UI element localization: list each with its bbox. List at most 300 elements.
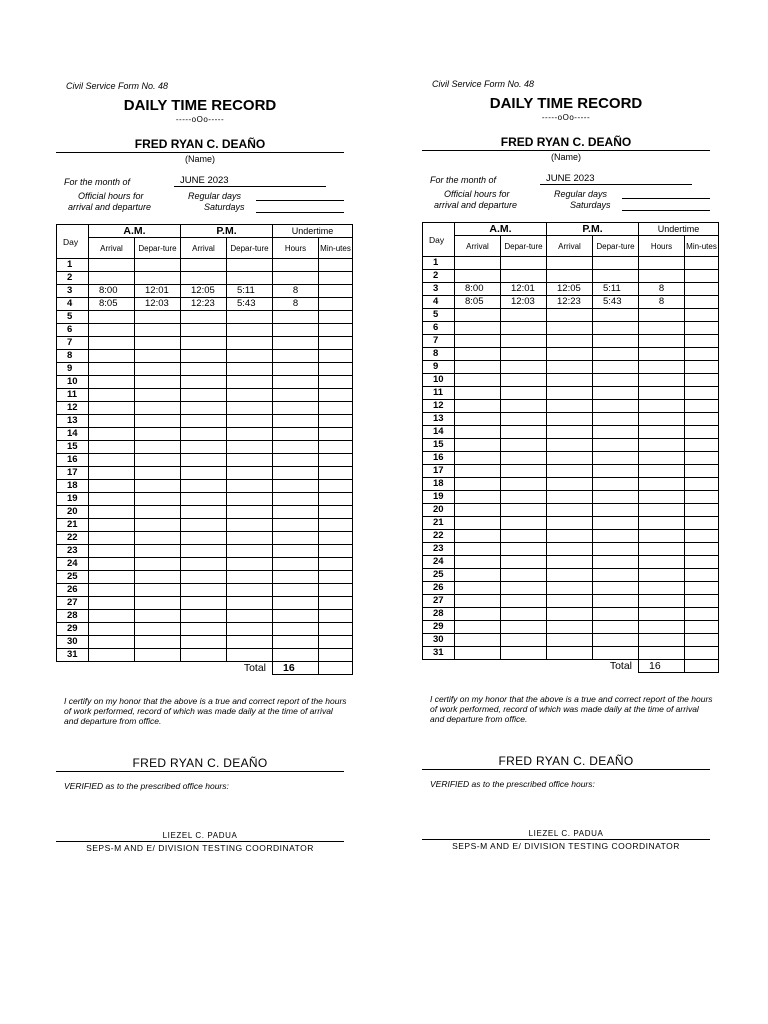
pm-arrival-cell xyxy=(181,324,227,337)
am-departure-cell xyxy=(135,363,181,376)
am-arrival-cell xyxy=(455,309,501,322)
undertime-minutes-cell xyxy=(319,649,353,662)
undertime-hours-cell xyxy=(273,506,319,519)
official-hours-label: Official hours for xyxy=(444,189,510,199)
undertime-minutes-cell xyxy=(685,387,719,400)
am-departure-cell xyxy=(135,480,181,493)
am-departure-cell xyxy=(135,493,181,506)
day-cell: 1 xyxy=(57,259,89,272)
pm-departure-cell xyxy=(227,506,273,519)
pm-arrival-cell: 12:05 xyxy=(181,285,227,298)
am-arrival-cell xyxy=(89,493,135,506)
day-row xyxy=(57,623,353,636)
day-cell: 22 xyxy=(423,530,455,543)
am-arrival-cell xyxy=(455,400,501,413)
undertime-minutes-cell xyxy=(685,348,719,361)
day-row xyxy=(57,545,353,558)
total-row xyxy=(57,662,353,675)
pm-departure-cell xyxy=(227,519,273,532)
pm-departure-cell xyxy=(593,426,639,439)
undertime-hours-cell xyxy=(639,426,685,439)
undertime-hours-cell xyxy=(273,571,319,584)
supervisor-signature-line xyxy=(422,839,710,840)
form-subtitle: -----oOo----- xyxy=(541,113,591,122)
pm-departure-cell xyxy=(593,478,639,491)
pm-arrival-cell xyxy=(547,608,593,621)
undertime-hours-cell xyxy=(639,361,685,374)
day-row xyxy=(423,647,719,660)
undertime-hours-cell xyxy=(639,400,685,413)
day-row xyxy=(57,402,353,415)
undertime-minutes-cell xyxy=(685,595,719,608)
day-row xyxy=(57,337,353,350)
am-departure-cell xyxy=(135,441,181,454)
am-arrival-cell: 8:05 xyxy=(89,298,135,311)
pm-departure-cell xyxy=(227,337,273,350)
day-cell: 29 xyxy=(423,621,455,634)
day-row xyxy=(423,426,719,439)
am-departure-cell xyxy=(501,491,547,504)
undertime-minutes-cell xyxy=(685,452,719,465)
regular-days-label: Regular days xyxy=(188,191,242,201)
pm-departure-cell xyxy=(593,452,639,465)
month-value: JUNE 2023 xyxy=(180,175,229,186)
header-pm-departure: Depar-ture xyxy=(227,238,273,259)
header-hours: Hours xyxy=(273,238,319,259)
total-label: Total xyxy=(227,662,273,675)
day-cell: 3 xyxy=(423,283,455,296)
undertime-minutes-cell xyxy=(685,634,719,647)
day-row xyxy=(423,478,719,491)
am-departure-cell xyxy=(501,647,547,660)
pm-departure-cell xyxy=(593,491,639,504)
day-row xyxy=(423,257,719,270)
pm-departure-cell xyxy=(593,569,639,582)
supervisor-name: LIEZEL C. PADUA xyxy=(528,829,604,838)
am-departure-cell xyxy=(501,478,547,491)
am-departure-cell xyxy=(135,272,181,285)
undertime-hours-cell: 8 xyxy=(273,285,319,298)
am-arrival-cell xyxy=(455,348,501,361)
day-row xyxy=(57,610,353,623)
pm-arrival-cell: 12:05 xyxy=(547,283,593,296)
undertime-minutes-cell xyxy=(685,517,719,530)
pm-arrival-cell xyxy=(181,584,227,597)
regular-days-line xyxy=(256,200,344,201)
day-row xyxy=(57,480,353,493)
am-departure-cell xyxy=(501,452,547,465)
day-row xyxy=(57,532,353,545)
undertime-minutes-cell xyxy=(319,636,353,649)
day-cell: 2 xyxy=(57,272,89,285)
pm-departure-cell xyxy=(593,621,639,634)
day-row xyxy=(57,636,353,649)
pm-departure-cell xyxy=(593,257,639,270)
am-departure-cell xyxy=(501,439,547,452)
day-cell: 2 xyxy=(423,270,455,283)
pm-departure-cell xyxy=(227,415,273,428)
am-arrival-cell xyxy=(455,530,501,543)
undertime-hours-cell xyxy=(273,311,319,324)
undertime-minutes-cell xyxy=(319,337,353,350)
pm-departure-cell xyxy=(593,348,639,361)
am-arrival-cell: 8:00 xyxy=(455,283,501,296)
pm-departure-cell xyxy=(593,465,639,478)
day-row xyxy=(423,556,719,569)
undertime-minutes-cell xyxy=(319,480,353,493)
employee-signature-name: FRED RYAN C. DEAÑO xyxy=(132,756,268,770)
undertime-minutes-cell xyxy=(319,571,353,584)
am-departure-cell xyxy=(501,270,547,283)
header-day: Day xyxy=(57,225,89,259)
am-departure-cell xyxy=(135,532,181,545)
day-row xyxy=(57,649,353,662)
day-cell: 11 xyxy=(423,387,455,400)
am-departure-cell: 12:03 xyxy=(501,296,547,309)
undertime-hours-cell xyxy=(639,647,685,660)
am-arrival-cell xyxy=(89,428,135,441)
day-cell: 18 xyxy=(57,480,89,493)
day-row xyxy=(57,311,353,324)
am-arrival-cell xyxy=(455,543,501,556)
day-row xyxy=(57,493,353,506)
day-row xyxy=(423,543,719,556)
undertime-minutes-cell xyxy=(685,530,719,543)
day-cell: 7 xyxy=(57,337,89,350)
am-arrival-cell xyxy=(89,259,135,272)
am-departure-cell xyxy=(501,257,547,270)
am-arrival-cell xyxy=(89,610,135,623)
pm-arrival-cell xyxy=(181,389,227,402)
am-arrival-cell xyxy=(89,519,135,532)
total-label: Total xyxy=(593,660,639,673)
undertime-minutes-cell xyxy=(685,374,719,387)
undertime-hours-cell xyxy=(639,582,685,595)
day-row xyxy=(423,439,719,452)
form-number-label: Civil Service Form No. 48 xyxy=(66,81,169,91)
am-departure-cell xyxy=(501,426,547,439)
day-cell: 4 xyxy=(57,298,89,311)
undertime-minutes-cell xyxy=(319,324,353,337)
pm-departure-cell xyxy=(593,309,639,322)
pm-departure-cell xyxy=(227,623,273,636)
month-underline xyxy=(174,186,326,187)
undertime-hours-cell xyxy=(639,465,685,478)
am-departure-cell xyxy=(501,582,547,595)
pm-departure-cell xyxy=(227,480,273,493)
day-cell: 14 xyxy=(57,428,89,441)
am-arrival-cell xyxy=(455,634,501,647)
day-cell: 20 xyxy=(423,504,455,517)
undertime-hours-cell xyxy=(273,259,319,272)
pm-arrival-cell xyxy=(547,530,593,543)
pm-departure-cell xyxy=(593,413,639,426)
undertime-minutes-cell xyxy=(685,426,719,439)
am-arrival-cell xyxy=(89,441,135,454)
undertime-minutes-cell xyxy=(319,428,353,441)
day-cell: 12 xyxy=(57,402,89,415)
pm-arrival-cell xyxy=(181,493,227,506)
undertime-hours-cell xyxy=(639,348,685,361)
saturdays-line xyxy=(622,210,710,211)
pm-arrival-cell xyxy=(181,649,227,662)
day-row xyxy=(57,376,353,389)
pm-arrival-cell xyxy=(181,532,227,545)
header-pm: P.M. xyxy=(181,225,273,238)
am-departure-cell xyxy=(501,322,547,335)
pm-departure-cell xyxy=(227,584,273,597)
undertime-minutes-cell xyxy=(685,335,719,348)
day-row xyxy=(423,608,719,621)
day-row xyxy=(57,324,353,337)
day-row xyxy=(57,259,353,272)
undertime-minutes-cell xyxy=(685,621,719,634)
undertime-minutes-cell xyxy=(685,543,719,556)
total-hours: 16 xyxy=(273,662,319,675)
pm-arrival-cell xyxy=(547,452,593,465)
am-arrival-cell xyxy=(455,361,501,374)
undertime-minutes-cell xyxy=(319,610,353,623)
day-cell: 12 xyxy=(423,400,455,413)
day-row xyxy=(423,452,719,465)
pm-departure-cell xyxy=(227,610,273,623)
day-row xyxy=(57,506,353,519)
undertime-minutes-cell xyxy=(685,582,719,595)
am-arrival-cell xyxy=(89,311,135,324)
pm-arrival-cell xyxy=(181,480,227,493)
pm-arrival-cell xyxy=(181,597,227,610)
header-minutes: Min-utes xyxy=(319,238,353,259)
pm-arrival-cell xyxy=(547,309,593,322)
undertime-minutes-cell xyxy=(685,608,719,621)
header-row-1 xyxy=(57,225,353,238)
undertime-minutes-cell xyxy=(685,647,719,660)
am-departure-cell xyxy=(501,608,547,621)
form-subtitle: -----oOo----- xyxy=(175,115,225,124)
undertime-hours-cell: 8 xyxy=(639,283,685,296)
pm-departure-cell xyxy=(227,454,273,467)
undertime-minutes-cell xyxy=(685,478,719,491)
pm-departure-cell: 5:43 xyxy=(593,296,639,309)
pm-departure-cell xyxy=(227,441,273,454)
day-row xyxy=(423,322,719,335)
pm-departure-cell xyxy=(593,595,639,608)
undertime-hours-cell xyxy=(273,558,319,571)
supervisor-title: SEPS-M AND E/ DIVISION TESTING COORDINATOR xyxy=(86,843,314,853)
pm-arrival-cell: 12:23 xyxy=(181,298,227,311)
am-departure-cell xyxy=(135,259,181,272)
am-departure-cell xyxy=(501,387,547,400)
undertime-hours-cell xyxy=(273,441,319,454)
am-departure-cell xyxy=(501,504,547,517)
am-arrival-cell xyxy=(89,363,135,376)
am-arrival-cell xyxy=(455,426,501,439)
pm-arrival-cell xyxy=(547,439,593,452)
pm-departure-cell xyxy=(227,493,273,506)
undertime-minutes-cell xyxy=(319,454,353,467)
day-row xyxy=(57,441,353,454)
pm-departure-cell xyxy=(593,387,639,400)
pm-departure-cell xyxy=(227,558,273,571)
dtr-form-right xyxy=(422,0,722,1022)
day-cell: 19 xyxy=(57,493,89,506)
undertime-hours-cell xyxy=(273,363,319,376)
pm-departure-cell xyxy=(227,649,273,662)
pm-arrival-cell xyxy=(547,491,593,504)
day-cell: 17 xyxy=(423,465,455,478)
pm-arrival-cell xyxy=(547,257,593,270)
pm-departure-cell xyxy=(593,374,639,387)
name-caption: (Name) xyxy=(550,152,581,162)
pm-departure-cell: 5:43 xyxy=(227,298,273,311)
undertime-minutes-cell xyxy=(685,439,719,452)
undertime-hours-cell xyxy=(273,350,319,363)
form-number-label: Civil Service Form No. 48 xyxy=(432,79,535,89)
day-cell: 6 xyxy=(57,324,89,337)
day-row xyxy=(423,517,719,530)
am-arrival-cell xyxy=(455,413,501,426)
day-cell: 26 xyxy=(423,582,455,595)
pm-departure-cell xyxy=(593,400,639,413)
day-cell: 30 xyxy=(57,636,89,649)
undertime-hours-cell xyxy=(639,452,685,465)
pm-departure-cell xyxy=(593,335,639,348)
day-cell: 16 xyxy=(423,452,455,465)
pm-arrival-cell xyxy=(181,363,227,376)
undertime-minutes-cell xyxy=(319,402,353,415)
day-row xyxy=(423,465,719,478)
day-cell: 23 xyxy=(423,543,455,556)
am-arrival-cell xyxy=(455,387,501,400)
pm-arrival-cell xyxy=(181,402,227,415)
am-arrival-cell xyxy=(89,389,135,402)
am-departure-cell xyxy=(135,558,181,571)
pm-arrival-cell xyxy=(547,634,593,647)
am-arrival-cell xyxy=(89,376,135,389)
am-arrival-cell xyxy=(89,558,135,571)
undertime-minutes-cell xyxy=(685,556,719,569)
undertime-hours-cell xyxy=(273,480,319,493)
day-row xyxy=(423,309,719,322)
day-cell: 1 xyxy=(423,257,455,270)
am-arrival-cell xyxy=(89,324,135,337)
day-cell: 7 xyxy=(423,335,455,348)
pm-arrival-cell xyxy=(547,270,593,283)
am-arrival-cell xyxy=(89,415,135,428)
day-row xyxy=(57,558,353,571)
pm-arrival-cell xyxy=(181,636,227,649)
pm-departure-cell xyxy=(593,647,639,660)
pm-departure-cell xyxy=(593,322,639,335)
regular-days-label: Regular days xyxy=(554,189,608,199)
undertime-minutes-cell xyxy=(319,285,353,298)
pm-departure-cell xyxy=(593,608,639,621)
undertime-hours-cell xyxy=(273,532,319,545)
am-departure-cell: 12:01 xyxy=(135,285,181,298)
undertime-hours-cell xyxy=(639,387,685,400)
day-row xyxy=(57,389,353,402)
pm-arrival-cell xyxy=(547,400,593,413)
undertime-minutes-cell xyxy=(319,311,353,324)
undertime-hours-cell xyxy=(639,335,685,348)
am-arrival-cell xyxy=(455,556,501,569)
am-departure-cell: 12:01 xyxy=(501,283,547,296)
time-record-table xyxy=(422,222,719,673)
undertime-hours-cell xyxy=(639,504,685,517)
undertime-hours-cell xyxy=(273,428,319,441)
undertime-hours-cell xyxy=(273,623,319,636)
am-departure-cell xyxy=(135,415,181,428)
am-departure-cell xyxy=(135,623,181,636)
undertime-hours-cell xyxy=(273,597,319,610)
day-cell: 30 xyxy=(423,634,455,647)
day-cell: 24 xyxy=(57,558,89,571)
pm-arrival-cell xyxy=(547,335,593,348)
day-cell: 10 xyxy=(423,374,455,387)
undertime-hours-cell xyxy=(273,454,319,467)
name-underline xyxy=(422,150,710,151)
pm-departure-cell xyxy=(227,545,273,558)
undertime-minutes-cell xyxy=(685,504,719,517)
month-label: For the month of xyxy=(64,177,131,187)
day-cell: 22 xyxy=(57,532,89,545)
pm-arrival-cell xyxy=(547,465,593,478)
pm-arrival-cell xyxy=(547,556,593,569)
undertime-minutes-cell xyxy=(685,296,719,309)
undertime-hours-cell xyxy=(639,309,685,322)
undertime-minutes-cell xyxy=(319,415,353,428)
day-row xyxy=(423,296,719,309)
am-arrival-cell xyxy=(89,480,135,493)
pm-arrival-cell xyxy=(181,337,227,350)
header-row-1 xyxy=(423,223,719,236)
day-row xyxy=(423,374,719,387)
pm-departure-cell xyxy=(227,324,273,337)
am-arrival-cell xyxy=(89,272,135,285)
header-am-departure: Depar-ture xyxy=(501,236,547,257)
day-cell: 9 xyxy=(423,361,455,374)
undertime-minutes-cell xyxy=(319,298,353,311)
day-cell: 5 xyxy=(423,309,455,322)
day-cell: 25 xyxy=(57,571,89,584)
undertime-hours-cell xyxy=(273,649,319,662)
day-cell: 9 xyxy=(57,363,89,376)
am-departure-cell xyxy=(135,337,181,350)
am-arrival-cell xyxy=(455,491,501,504)
am-arrival-cell xyxy=(455,452,501,465)
time-record-body xyxy=(423,223,719,660)
undertime-hours-cell xyxy=(273,636,319,649)
day-cell: 23 xyxy=(57,545,89,558)
pm-arrival-cell xyxy=(547,374,593,387)
am-departure-cell xyxy=(135,350,181,363)
day-cell: 31 xyxy=(423,647,455,660)
header-am: A.M. xyxy=(455,223,547,236)
pm-arrival-cell xyxy=(181,428,227,441)
undertime-hours-cell xyxy=(639,556,685,569)
undertime-minutes-cell xyxy=(685,322,719,335)
header-undertime: Undertime xyxy=(273,225,353,238)
undertime-minutes-cell xyxy=(685,491,719,504)
pm-arrival-cell xyxy=(181,454,227,467)
undertime-minutes-cell xyxy=(319,272,353,285)
am-arrival-cell xyxy=(455,478,501,491)
day-cell: 6 xyxy=(423,322,455,335)
day-row xyxy=(57,272,353,285)
undertime-hours-cell xyxy=(639,270,685,283)
pm-departure-cell xyxy=(227,428,273,441)
day-cell: 13 xyxy=(57,415,89,428)
